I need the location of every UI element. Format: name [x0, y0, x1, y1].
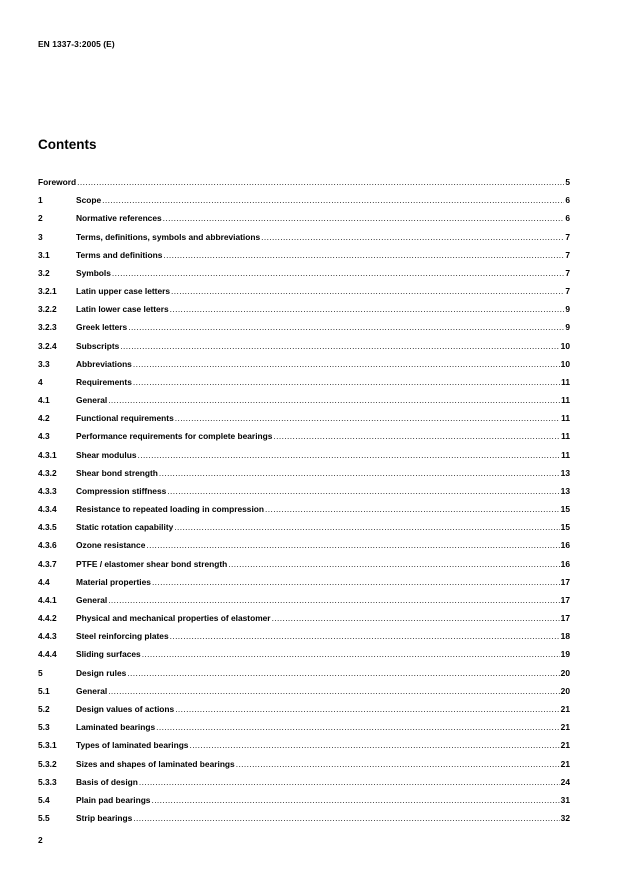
toc-entry[interactable] — [38, 557, 570, 575]
toc-dot-leader — [174, 520, 559, 534]
toc-entry-page: 13 — [560, 467, 570, 478]
toc-entry-number: 4.3.6 — [38, 540, 57, 551]
toc-dot-leader — [175, 411, 560, 425]
toc-entry[interactable] — [38, 757, 570, 775]
toc-entry-title: Subscripts — [76, 340, 120, 351]
toc-entry[interactable] — [38, 175, 570, 193]
toc-entry-title: General — [76, 395, 108, 406]
toc-entry-number: 4.3.4 — [38, 504, 57, 515]
toc-entry-line — [38, 175, 570, 189]
toc-entry-number: 4.3.7 — [38, 558, 57, 569]
toc-dot-leader — [163, 211, 565, 225]
toc-dot-leader — [146, 538, 559, 552]
toc-entry-page: 6 — [565, 213, 570, 224]
toc-dot-leader — [133, 811, 559, 825]
toc-entry-page: 32 — [560, 813, 570, 824]
toc-entry-title: Design values of actions — [76, 703, 175, 714]
toc-dot-leader — [272, 611, 560, 625]
toc-entry-line — [76, 647, 570, 661]
toc-entry-page: 17 — [560, 594, 570, 605]
toc-entry-page: 9 — [565, 322, 570, 333]
table-of-contents — [38, 175, 570, 829]
toc-entry-line — [76, 466, 570, 480]
toc-entry[interactable] — [38, 375, 570, 393]
toc-entry-number: 5.3.1 — [38, 740, 57, 751]
toc-entry[interactable] — [38, 575, 570, 593]
toc-entry-line — [76, 502, 570, 516]
toc-entry-title: Symbols — [76, 267, 111, 278]
toc-entry-title: Functional requirements — [76, 413, 174, 424]
toc-entry-page: 16 — [560, 540, 570, 551]
toc-entry-title: Normative references — [76, 213, 162, 224]
toc-entry[interactable] — [38, 411, 570, 429]
toc-entry-line — [76, 193, 570, 207]
toc-entry-line — [76, 302, 570, 316]
toc-entry-page: 7 — [565, 231, 570, 242]
toc-dot-leader — [112, 266, 564, 280]
toc-entry-line — [76, 666, 570, 680]
document-header: EN 1337-3:2005 (E) — [38, 39, 115, 49]
toc-entry-title: Design rules — [76, 667, 127, 678]
toc-entry-number: 5 — [38, 667, 43, 678]
toc-entry-title: Static rotation capability — [76, 522, 174, 533]
toc-entry-title: Terms and definitions — [76, 249, 163, 260]
toc-dot-leader — [170, 629, 560, 643]
toc-entry-number: 3.2.4 — [38, 340, 57, 351]
toc-entry-number: 5.2 — [38, 703, 50, 714]
toc-entry-number: 3.2.2 — [38, 304, 57, 315]
toc-dot-leader — [108, 593, 559, 607]
toc-dot-leader — [108, 393, 560, 407]
toc-dot-leader — [138, 448, 561, 462]
toc-dot-leader — [167, 484, 559, 498]
toc-entry-line — [76, 284, 570, 298]
toc-entry-line — [76, 211, 570, 225]
toc-entry-number: 5.3.2 — [38, 758, 57, 769]
toc-entry-page: 7 — [565, 249, 570, 260]
toc-dot-leader — [127, 666, 559, 680]
toc-entry[interactable] — [38, 284, 570, 302]
toc-entry-number: 1 — [38, 195, 43, 206]
toc-entry-title: Material properties — [76, 576, 151, 587]
toc-dot-leader — [236, 757, 560, 771]
toc-entry-number: 4.4.1 — [38, 594, 57, 605]
toc-entry-title: Shear modulus — [76, 449, 137, 460]
toc-dot-leader — [108, 684, 559, 698]
toc-entry-page: 10 — [560, 358, 570, 369]
toc-dot-leader — [156, 720, 560, 734]
toc-dot-leader — [128, 320, 564, 334]
toc-entry-line — [76, 702, 570, 716]
toc-dot-leader — [159, 466, 560, 480]
toc-entry-number: 3.2 — [38, 267, 50, 278]
toc-entry-title: Basis of design — [76, 776, 138, 787]
toc-entry-page: 11 — [561, 431, 570, 442]
toc-entry-title: Compression stiffness — [76, 485, 167, 496]
toc-entry-title: Ozone resistance — [76, 540, 146, 551]
toc-entry-number: 4.4.2 — [38, 613, 57, 624]
toc-entry-number: 5.5 — [38, 813, 50, 824]
toc-entry[interactable] — [38, 393, 570, 411]
toc-entry-line — [76, 629, 570, 643]
toc-entry[interactable] — [38, 230, 570, 248]
toc-entry-page: 5 — [565, 177, 570, 187]
toc-entry-page: 11 — [561, 376, 570, 387]
toc-dot-leader — [151, 793, 559, 807]
toc-entry[interactable] — [38, 520, 570, 538]
toc-entry-number: 4 — [38, 376, 43, 387]
toc-entry-title: Latin upper case letters — [76, 286, 171, 297]
toc-entry-line — [76, 775, 570, 789]
toc-entry[interactable] — [38, 702, 570, 720]
toc-entry-page: 16 — [560, 558, 570, 569]
toc-dot-leader — [77, 175, 564, 189]
toc-entry[interactable] — [38, 666, 570, 684]
toc-entry-title: Requirements — [76, 376, 132, 387]
toc-entry-line — [76, 757, 570, 771]
toc-entry-number: 4.3.3 — [38, 485, 57, 496]
toc-entry-number: 4.4 — [38, 576, 50, 587]
toc-entry[interactable] — [38, 738, 570, 756]
toc-entry-page: 7 — [565, 286, 570, 297]
toc-entry[interactable] — [38, 484, 570, 502]
toc-entry-line — [76, 684, 570, 698]
toc-entry-title: Types of laminated bearings — [76, 740, 189, 751]
toc-dot-leader — [175, 702, 559, 716]
toc-entry-line — [76, 575, 570, 589]
toc-entry-page: 21 — [560, 703, 570, 714]
toc-dot-leader — [273, 429, 560, 443]
toc-dot-leader — [261, 230, 564, 244]
toc-entry[interactable] — [38, 302, 570, 320]
toc-entry-number: 4.3.1 — [38, 449, 57, 460]
toc-entry[interactable] — [38, 811, 570, 829]
toc-entry-line — [76, 448, 570, 462]
toc-entry[interactable] — [38, 647, 570, 665]
toc-entry[interactable] — [38, 611, 570, 629]
toc-dot-leader — [133, 375, 560, 389]
toc-entry-title: General — [76, 685, 108, 696]
toc-entry-line — [76, 357, 570, 371]
toc-entry-line — [76, 720, 570, 734]
toc-entry[interactable] — [38, 339, 570, 357]
toc-entry-line — [76, 538, 570, 552]
toc-entry-page: 21 — [560, 740, 570, 751]
toc-entry-title: Steel reinforcing plates — [76, 631, 169, 642]
toc-dot-leader — [152, 575, 560, 589]
toc-entry-number: 3.2.1 — [38, 286, 57, 297]
toc-entry-title: Performance requirements for complete bearings — [76, 431, 273, 442]
toc-entry-title: Laminated bearings — [76, 722, 156, 733]
toc-entry-line — [76, 375, 570, 389]
page-title: Contents — [38, 137, 97, 152]
toc-entry-page: 21 — [560, 758, 570, 769]
toc-entry-page: 15 — [560, 504, 570, 515]
toc-entry-line — [76, 484, 570, 498]
toc-entry[interactable] — [38, 720, 570, 738]
toc-entry-page: 10 — [560, 340, 570, 351]
toc-entry-title: Physical and mechanical properties of elastomer — [76, 613, 271, 624]
toc-entry-number: 4.3.2 — [38, 467, 57, 478]
toc-entry-title: Terms, definitions, symbols and abbreviations — [76, 231, 261, 242]
toc-entry-page: 11 — [561, 395, 570, 406]
toc-entry-page: 24 — [560, 776, 570, 787]
toc-entry[interactable] — [38, 211, 570, 229]
toc-entry-page: 6 — [565, 195, 570, 206]
toc-entry-page: 20 — [560, 667, 570, 678]
toc-entry-number: 3.3 — [38, 358, 50, 369]
toc-entry[interactable] — [38, 320, 570, 338]
toc-dot-leader — [142, 647, 560, 661]
toc-dot-leader — [265, 502, 560, 516]
toc-entry-title: Resistance to repeated loading in compression — [76, 504, 265, 515]
toc-entry-page: 17 — [560, 576, 570, 587]
toc-entry-title: Strip bearings — [76, 813, 133, 824]
toc-entry-title: Sliding surfaces — [76, 649, 141, 660]
toc-entry-number: 4.4.4 — [38, 649, 57, 660]
toc-entry-page: 15 — [560, 522, 570, 533]
toc-entry-line — [76, 557, 570, 571]
toc-entry-number: 4.4.3 — [38, 631, 57, 642]
toc-entry-number: 2 — [38, 213, 43, 224]
toc-entry-page: 13 — [560, 485, 570, 496]
toc-entry-title: Greek letters — [76, 322, 128, 333]
toc-entry-title: Abbreviations — [76, 358, 132, 369]
toc-entry-page: 21 — [560, 722, 570, 733]
toc-dot-leader — [171, 284, 564, 298]
toc-entry[interactable] — [38, 248, 570, 266]
toc-entry[interactable] — [38, 466, 570, 484]
toc-entry[interactable] — [38, 429, 570, 447]
toc-entry-line — [76, 811, 570, 825]
toc-entry-number: 5.3.3 — [38, 776, 57, 787]
toc-entry-title: General — [76, 594, 108, 605]
toc-entry-number: 4.2 — [38, 413, 50, 424]
toc-entry-title: Latin lower case letters — [76, 304, 169, 315]
toc-entry-line — [76, 593, 570, 607]
toc-entry-line — [76, 793, 570, 807]
toc-dot-leader — [189, 738, 559, 752]
toc-dot-leader — [120, 339, 559, 353]
toc-entry-page: 11 — [561, 413, 570, 424]
toc-entry-line — [76, 230, 570, 244]
toc-entry-number: 3 — [38, 231, 43, 242]
toc-entry[interactable] — [38, 684, 570, 702]
toc-entry[interactable] — [38, 629, 570, 647]
toc-entry[interactable] — [38, 448, 570, 466]
toc-dot-leader — [102, 193, 564, 207]
toc-entry-line — [76, 339, 570, 353]
toc-entry-line — [76, 393, 570, 407]
toc-dot-leader — [163, 248, 564, 262]
toc-entry-line — [76, 411, 570, 425]
toc-entry[interactable] — [38, 775, 570, 793]
toc-entry[interactable] — [38, 266, 570, 284]
toc-entry-page: 18 — [560, 631, 570, 642]
toc-entry-page: 9 — [565, 304, 570, 315]
toc-entry-line — [76, 738, 570, 752]
toc-entry-number: 3.1 — [38, 249, 50, 260]
toc-entry[interactable] — [38, 502, 570, 520]
toc-entry-page: 17 — [560, 613, 570, 624]
toc-entry-title: Sizes and shapes of laminated bearings — [76, 758, 235, 769]
toc-entry-line — [76, 429, 570, 443]
toc-entry-page: 19 — [560, 649, 570, 660]
toc-entry-line — [76, 266, 570, 280]
toc-entry-line — [76, 320, 570, 334]
toc-dot-leader — [170, 302, 565, 316]
toc-entry-number: 3.2.3 — [38, 322, 57, 333]
toc-entry-number: 4.1 — [38, 395, 50, 406]
toc-entry-title: Shear bond strength — [76, 467, 158, 478]
toc-dot-leader — [139, 775, 560, 789]
toc-entry-number: 5.3 — [38, 722, 50, 733]
toc-entry-line — [76, 611, 570, 625]
toc-dot-leader — [133, 357, 560, 371]
toc-entry-page: 31 — [560, 794, 570, 805]
toc-entry-number: 4.3 — [38, 431, 50, 442]
toc-entry-number: 4.3.5 — [38, 522, 57, 533]
toc-entry-page: 7 — [565, 267, 570, 278]
toc-entry-page: 20 — [560, 685, 570, 696]
toc-entry-number: 5.1 — [38, 685, 50, 696]
toc-entry[interactable] — [38, 193, 570, 211]
toc-entry-title: Foreword — [38, 177, 77, 187]
toc-entry[interactable] — [38, 793, 570, 811]
toc-entry-title: Scope — [76, 195, 102, 206]
toc-entry-title: PTFE / elastomer shear bond strength — [76, 558, 228, 569]
toc-entry-number: 5.4 — [38, 794, 50, 805]
toc-entry-line — [76, 248, 570, 262]
toc-entry-page: 11 — [561, 449, 570, 460]
toc-entry-line — [76, 520, 570, 534]
toc-entry[interactable] — [38, 357, 570, 375]
toc-entry[interactable] — [38, 593, 570, 611]
toc-entry[interactable] — [38, 538, 570, 556]
toc-dot-leader — [228, 557, 559, 571]
toc-entry-title: Plain pad bearings — [76, 794, 151, 805]
page-number: 2 — [38, 835, 43, 845]
